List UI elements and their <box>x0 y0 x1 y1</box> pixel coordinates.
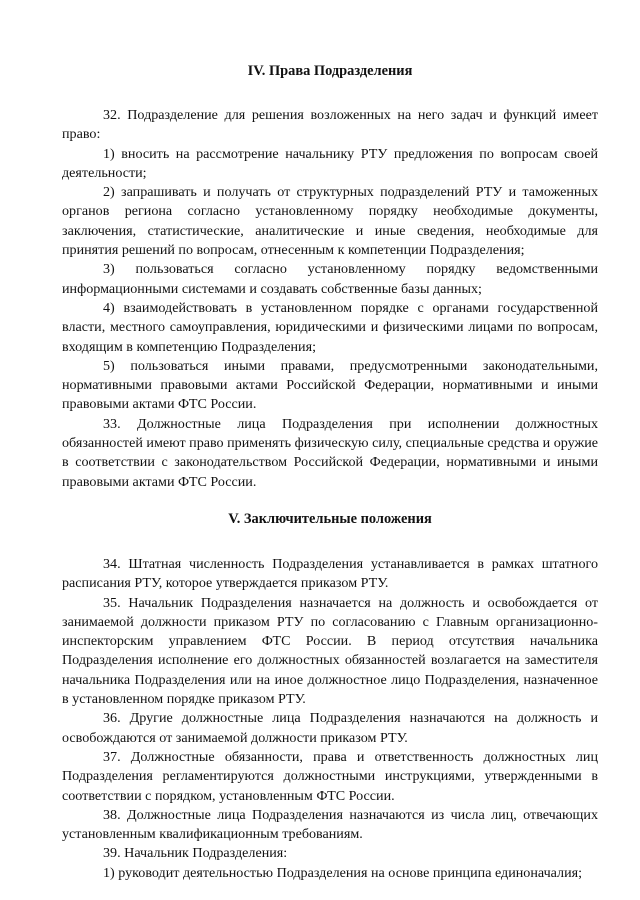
document-page <box>62 62 598 883</box>
paragraph-37: 37. Должностные обязанности, права и ответственность должностных лиц Подразделения регламентируются должностными инструкциями, утвержденными в соответствии с порядком, установленным ФТС России. <box>62 748 598 804</box>
paragraph-32-item-3: 3) пользоваться согласно установленному порядку ведомственными информационными системами и создавать собственные базы данных; <box>62 261 598 297</box>
section-4-heading: IV. Права Подразделения <box>247 63 413 79</box>
paragraph-35: 35. Начальник Подразделения назначается на должность и освобождается от занимаемой должности приказом РТУ по согласованию с Главным организационно-инспекторским управлением ФТС России. В период отсутствия начальника Подразделения исполнение его должностных обязанностей возлагается на заместителя начальника Подразделения или на иное должностное лицо Подразделения, назначенное в установленном порядке приказом РТУ. <box>62 594 598 708</box>
paragraph-34: 34. Штатная численность Подразделения устанавливается в рамках штатного расписания РТУ, которое утверждается приказом РТУ. <box>62 555 598 592</box>
paragraph-38: 38. Должностные лица Подразделения назначаются из числа лиц, отвечающих установленным квалификационным требованиям. <box>62 806 598 843</box>
paragraph-39: 39. Начальник Подразделения: <box>103 845 288 862</box>
paragraph-32-item-2: 2) запрашивать и получать от структурных подразделений РТУ и таможенных органов региона согласно установленному порядку необходимые документы, заключения, статистические, аналитические и иные сведения, необходимые для принятия решений по вопросам, отнесенным к компетенции Подразделения; <box>62 184 598 259</box>
paragraph-39-item-1: 1) руководит деятельностью Подразделения на основе принципа единоначалия; <box>103 864 583 881</box>
section-5-heading: V. Заключительные положения <box>228 510 432 527</box>
paragraph-32: 32. Подразделение для решения возложенных на него задач и функций имеет право: <box>62 107 598 143</box>
paragraph-33: 33. Должностные лица Подразделения при исполнении должностных обязанностей имеют право применять физическую силу, специальные средства и оружие в соответствии с законодательством Российской Федерации, нормативными и иными правовыми актами ФТС России. <box>62 415 598 490</box>
paragraph-32-item-4: 4) взаимодействовать в установленном порядке с органами государственной власти, местного самоуправления, юридическими и физическими лицами по вопросам, входящим в компетенцию Подразделения; <box>62 299 598 355</box>
paragraph-32-item-1: 1) вносить на рассмотрение начальнику РТУ предложения по вопросам своей деятельности; <box>62 145 598 181</box>
paragraph-32-item-5: 5) пользоваться иными правами, предусмотренными законодательными, нормативными правовыми актами Российской Федерации, нормативными и иными правовыми актами ФТС России. <box>62 357 598 413</box>
paragraph-36: 36. Другие должностные лица Подразделения назначаются на должность и освобождаются от занимаемой должности приказом РТУ. <box>62 710 598 746</box>
